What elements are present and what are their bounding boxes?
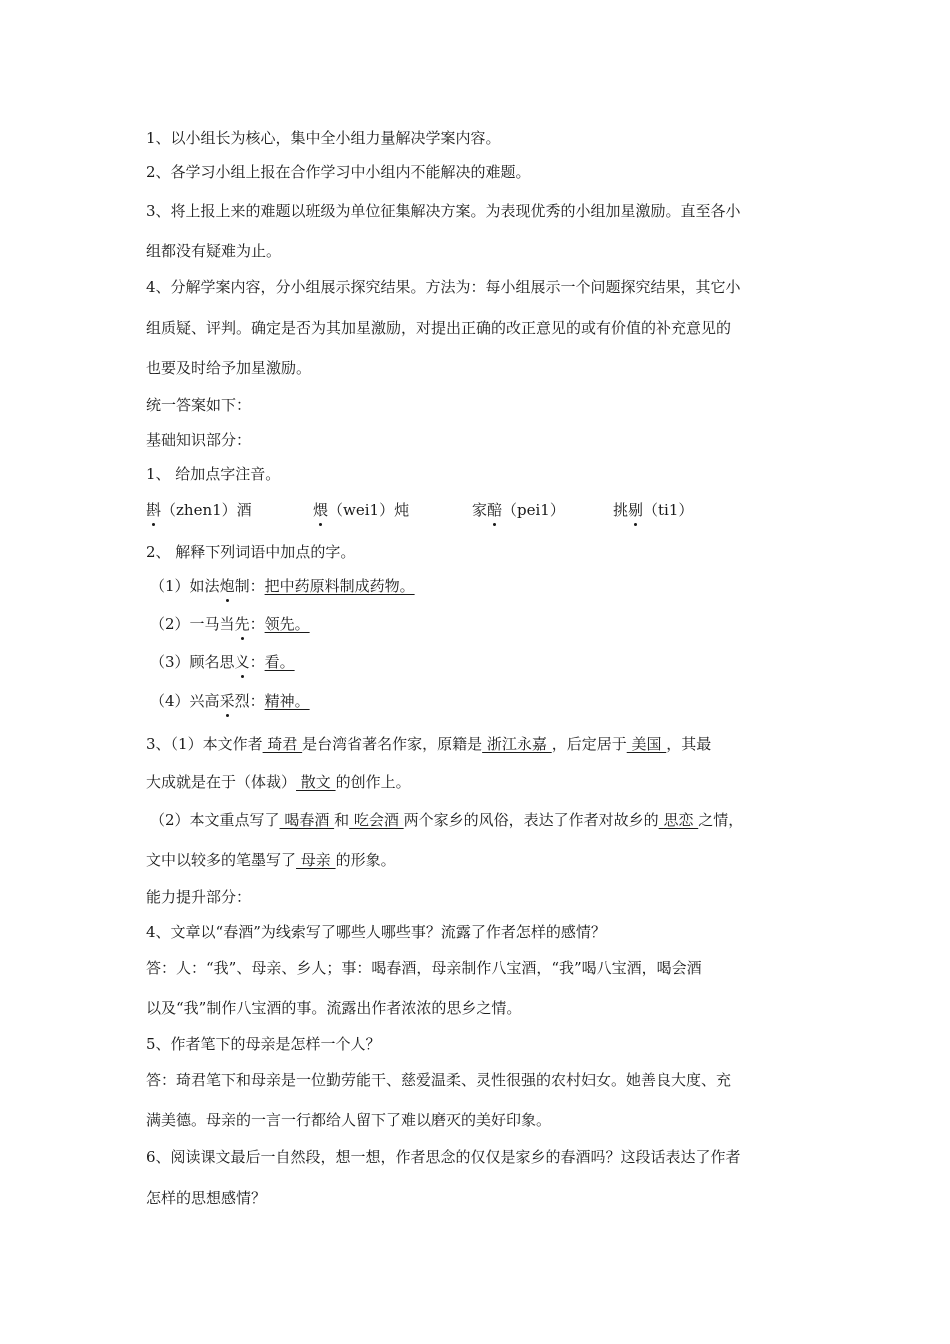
pinyin-item: 挑剔（ti1） xyxy=(613,501,694,519)
q5-question: 5、作者笔下的母亲是怎样一个人？ xyxy=(146,1035,381,1053)
q3-line-1: 3、（1）本文作者 琦君 是台湾省著名作家，原籍是 浙江永嘉 ，后定居于 美国 ，其最 xyxy=(146,735,712,753)
dotted-char: 斟 xyxy=(146,501,162,519)
q4-question: 4、文章以“春酒”为线索写了哪些人哪些事？流露了作者怎样的感情？ xyxy=(146,923,606,941)
answer-blank: 思恋 xyxy=(658,811,699,829)
q5-answer-1: 答：琦君笔下和母亲是一位勤劳能干、慈爱温柔、灵性很强的农村妇女。她善良大度、充 xyxy=(146,1071,732,1089)
step-2: 2、各学习小组上报在合作学习中小组内不能解决的难题。 xyxy=(146,163,531,181)
step-1: 1、以小组长为核心，集中全小组力量解决学案内容。 xyxy=(146,129,501,147)
pinyin-item: 煨（wei1）炖 xyxy=(313,501,410,519)
q2-item-3: （3）顾名思义：看。 xyxy=(150,653,295,671)
dotted-char: 煨 xyxy=(313,501,329,519)
q2-title: 2、 解释下列词语中加点的字。 xyxy=(146,543,356,561)
basic-heading: 基础知识部分： xyxy=(146,431,252,449)
dotted-char: 采 xyxy=(219,692,235,710)
ability-heading: 能力提升部分： xyxy=(146,888,252,906)
answer-blank: 喝春酒 xyxy=(279,811,335,829)
q4-answer-1: 答：人：“我”、母亲、乡人；事：喝春酒，母亲制作八宝酒，“我”喝八宝酒，喝会酒 xyxy=(146,959,702,977)
answer-blank: 浙江永嘉 xyxy=(482,735,552,753)
q3-line-4: 文中以较多的笔墨写了 母亲 的形象。 xyxy=(146,851,396,869)
dotted-char: 剔 xyxy=(628,501,644,519)
answer-blank: 精神。 xyxy=(264,692,310,710)
answers-heading: 统一答案如下： xyxy=(146,396,252,414)
q2-item-4: （4）兴高采烈：精神。 xyxy=(150,692,310,710)
answer-blank: 琦君 xyxy=(262,735,303,753)
q4-answer-2: 以及“我”制作八宝酒的事。流露出作者浓浓的思乡之情。 xyxy=(146,999,522,1017)
answer-blank: 散文 xyxy=(296,773,336,791)
q2-item-2: （2）一马当先：领先。 xyxy=(150,615,310,633)
dotted-char: 先 xyxy=(234,615,250,633)
pinyin-row xyxy=(0,500,950,520)
q5-answer-2: 满美德。母亲的一言一行都给人留下了难以磨灭的美好印象。 xyxy=(146,1111,552,1129)
answer-blank: 美国 xyxy=(626,735,667,753)
q1-title: 1、 给加点字注音。 xyxy=(146,465,281,483)
answer-blank: 把中药原料制成药物。 xyxy=(264,577,415,595)
pinyin-item: 家醅（pei1） xyxy=(472,501,565,519)
step-4: 4、分解学案内容，分小组展示探究结果。方法为：每小组展示一个问题探究结果，其它小 xyxy=(146,278,741,296)
q6-line-1: 6、阅读课文最后一自然段，想一想，作者思念的仅仅是家乡的春酒吗？这段话表达了作者 xyxy=(146,1148,741,1166)
dotted-char: 炮 xyxy=(219,577,235,595)
step-4-cont-2: 也要及时给予加星激励。 xyxy=(146,359,312,377)
q3-line-3: （2）本文重点写了 喝春酒 和 吃会酒 两个家乡的风俗，表达了作者对故乡的 思恋 之情， xyxy=(150,811,744,829)
step-4-cont: 组质疑、评判。确定是否为其加星激励，对提出正确的改正意见的或有价值的补充意见的 xyxy=(146,319,732,337)
q3-line-2: 大成就是在于（体裁） 散文 的创作上。 xyxy=(146,773,411,791)
dotted-char: 醅 xyxy=(487,501,503,519)
pinyin-item: 斟（zhen1）酒 xyxy=(146,501,252,519)
q2-item-1: （1）如法炮制：把中药原料制成药物。 xyxy=(150,577,415,595)
answer-blank: 吃会酒 xyxy=(349,811,404,829)
answer-blank: 领先。 xyxy=(264,615,310,633)
step-3: 3、将上报上来的难题以班级为单位征集解决方案。为表现优秀的小组加星激励。直至各小 xyxy=(146,202,741,220)
dotted-char: 义 xyxy=(234,653,250,671)
step-3-cont: 组都没有疑难为止。 xyxy=(146,242,282,260)
q6-line-2: 怎样的思想感情？ xyxy=(146,1189,267,1207)
answer-blank: 母亲 xyxy=(296,851,336,869)
answer-blank: 看。 xyxy=(264,653,295,671)
